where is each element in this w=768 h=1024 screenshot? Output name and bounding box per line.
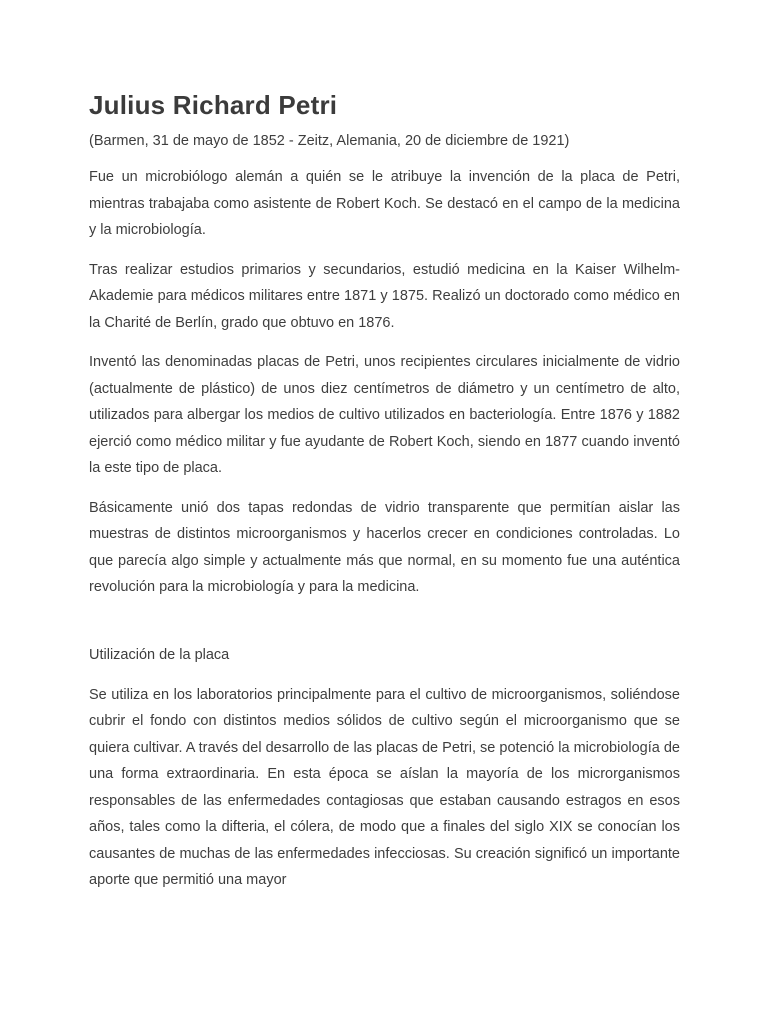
paragraph-4: Básicamente unió dos tapas redondas de vidrio transparente que permitían aislar las muestras de distintos microorganismos y hacerlos crecer en condiciones controladas. Lo que parecía algo simple y actualmente más que normal, en su momento fue una auténtica revolución para la microbiología y para la medicina. bbox=[89, 499, 680, 595]
paragraph-1: Fue un microbiólogo alemán a quién se le atribuye la invención de la placa de Petri, mientras trabajaba como asistente de Robert Koch. Se destacó en el campo de la medicina y la microbiología. bbox=[89, 169, 680, 238]
page-title: Julius Richard Petri bbox=[89, 90, 338, 120]
page-subtitle: (Barmen, 31 de mayo de 1852 - Zeitz, Alemania, 20 de diciembre de 1921) bbox=[89, 133, 570, 149]
document-page bbox=[89, 88, 680, 894]
section-paragraph: Se utiliza en los laboratorios principalmente para el cultivo de microorganismos, soliéndose cubrir el fondo con distintos medios sólidos de cultivo según el microorganismo que se quiera cultivar. A través del desarrollo de las placas de Petri, se potenció la microbiología de una forma extraordinaria. En esta época se aíslan la mayoría de los microrganismos responsables de las enfermedades contagiosas que estaban causando estragos en esos años, tales como la difteria, el cólera, de modo que a finales del siglo XIX se conocían los causantes de muchas de las enfermedades infecciosas. Su creación significó un importante aporte que permitió una mayor bbox=[89, 686, 680, 888]
paragraph-2: Tras realizar estudios primarios y secundarios, estudió medicina en la Kaiser Wilhelm-Akademie para médicos militares entre 1871 y 1875. Realizó un doctorado como médico en la Charité de Berlín, grado que obtuvo en 1876. bbox=[89, 261, 680, 331]
paragraph-3: Inventó las denominadas placas de Petri, unos recipientes circulares inicialmente de vidrio (actualmente de plástico) de unos diez centímetros de diámetro y un centímetro de alto, utilizados para albergar los medios de cultivo utilizados en bacteriología. Entre 1876 y 1882 ejerció como médico militar y fue ayudante de Robert Koch, siendo en 1877 cuando inventó la este tipo de placa. bbox=[89, 354, 680, 476]
section-heading: Utilización de la placa bbox=[89, 646, 230, 663]
